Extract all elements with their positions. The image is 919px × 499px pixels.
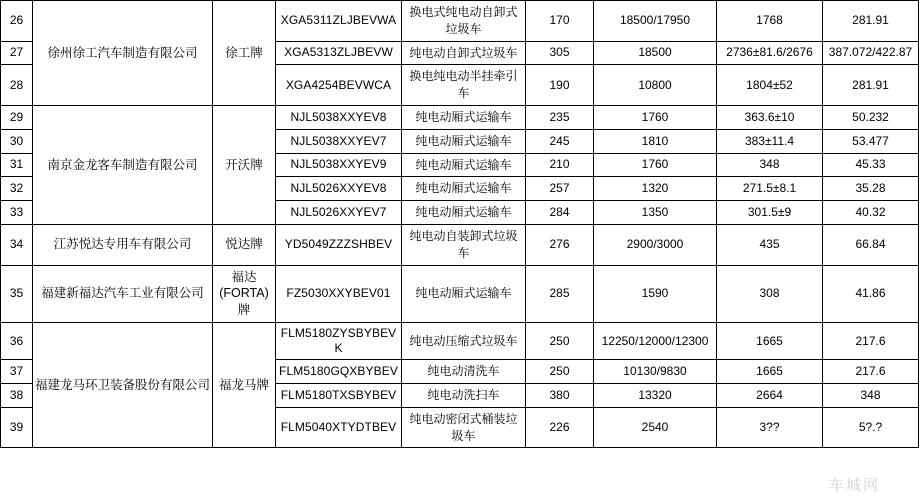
row-index: 30 [1, 129, 33, 153]
brand-name: 悦达牌 [213, 224, 276, 265]
vehicle-type: 纯电动厢式运输车 [402, 265, 526, 323]
row-index: 38 [1, 383, 33, 407]
vehicle-model: FLM5180ZYSBYBEVK [276, 323, 402, 360]
value-col4: 45.33 [823, 153, 919, 177]
value-col2: 12250/12000/12300 [594, 323, 717, 360]
value-col1: 257 [526, 177, 594, 201]
value-col2: 2900/3000 [594, 224, 717, 265]
vehicle-model: FLM5180TXSBYBEV [276, 383, 402, 407]
value-col1: 380 [526, 383, 594, 407]
row-index: 37 [1, 360, 33, 384]
value-col3: 363.6±10 [717, 105, 823, 129]
company-name: 南京金龙客车制造有限公司 [33, 105, 213, 224]
brand-name: 徐工牌 [213, 1, 276, 106]
value-col3: 2664 [717, 383, 823, 407]
value-col4: 217.6 [823, 360, 919, 384]
value-col3: 1768 [717, 1, 823, 42]
value-col4: 41.86 [823, 265, 919, 323]
value-col1: 245 [526, 129, 594, 153]
value-col1: 226 [526, 407, 594, 448]
value-col2: 1760 [594, 153, 717, 177]
value-col4: 35.28 [823, 177, 919, 201]
vehicle-type: 纯电动密闭式桶装垃圾车 [402, 407, 526, 448]
value-col1: 285 [526, 265, 594, 323]
vehicle-model: NJL5026XXYEV7 [276, 201, 402, 225]
table-row [1, 323, 919, 360]
vehicle-model: XGA5313ZLJBEVW [276, 41, 402, 65]
vehicle-model: FLM5180GQXBYBEV [276, 360, 402, 384]
vehicle-type: 纯电动厢式运输车 [402, 153, 526, 177]
table-row [1, 1, 919, 42]
value-col3: 308 [717, 265, 823, 323]
value-col2: 13320 [594, 383, 717, 407]
value-col2: 18500/17950 [594, 1, 717, 42]
value-col2: 2540 [594, 407, 717, 448]
value-col4: 53.477 [823, 129, 919, 153]
vehicle-type: 纯电动清洗车 [402, 360, 526, 384]
vehicle-type: 纯电动厢式运输车 [402, 201, 526, 225]
value-col3: 1804±52 [717, 65, 823, 106]
row-index: 31 [1, 153, 33, 177]
value-col4: 40.32 [823, 201, 919, 225]
value-col3: 1665 [717, 323, 823, 360]
company-name: 徐州徐工汽车制造有限公司 [33, 1, 213, 106]
row-index: 34 [1, 224, 33, 265]
value-col1: 170 [526, 1, 594, 42]
company-name: 福建龙马环卫装备股份有限公司 [33, 323, 213, 448]
value-col2: 1590 [594, 265, 717, 323]
row-index: 35 [1, 265, 33, 323]
value-col4: 66.84 [823, 224, 919, 265]
vehicle-model: NJL5038XXYEV7 [276, 129, 402, 153]
value-col1: 190 [526, 65, 594, 106]
vehicle-model: NJL5038XXYEV9 [276, 153, 402, 177]
value-col3: 3?? [717, 407, 823, 448]
value-col3: 301.5±9 [717, 201, 823, 225]
row-index: 36 [1, 323, 33, 360]
value-col4: 281.91 [823, 65, 919, 106]
value-col1: 250 [526, 360, 594, 384]
value-col4: 387.072/422.87 [823, 41, 919, 65]
value-col3: 383±11.4 [717, 129, 823, 153]
brand-name: 福龙马牌 [213, 323, 276, 448]
value-col1: 284 [526, 201, 594, 225]
value-col3: 435 [717, 224, 823, 265]
value-col1: 235 [526, 105, 594, 129]
vehicle-type: 纯电动厢式运输车 [402, 129, 526, 153]
row-index: 29 [1, 105, 33, 129]
value-col4: 5?.? [823, 407, 919, 448]
vehicle-type: 纯电动自卸式垃圾车 [402, 41, 526, 65]
value-col3: 2736±81.6/2676 [717, 41, 823, 65]
row-index: 32 [1, 177, 33, 201]
vehicle-type: 纯电动厢式运输车 [402, 105, 526, 129]
watermark-text: 车城网 [828, 477, 880, 494]
value-col4: 217.6 [823, 323, 919, 360]
vehicle-type: 纯电动压缩式垃圾车 [402, 323, 526, 360]
value-col1: 305 [526, 41, 594, 65]
row-index: 26 [1, 1, 33, 42]
value-col1: 276 [526, 224, 594, 265]
value-col2: 1350 [594, 201, 717, 225]
row-index: 27 [1, 41, 33, 65]
brand-name: 福达(FORTA)牌 [213, 265, 276, 323]
vehicle-model: XGA4254BEVWCA [276, 65, 402, 106]
vehicle-type: 纯电动厢式运输车 [402, 177, 526, 201]
vehicle-model: FLM5040XTYDTBEV [276, 407, 402, 448]
table-row [1, 265, 919, 323]
vehicle-model: XGA5311ZLJBEVWA [276, 1, 402, 42]
row-index: 28 [1, 65, 33, 106]
vehicle-type: 换电式纯电动自卸式垃圾车 [402, 1, 526, 42]
value-col3: 348 [717, 153, 823, 177]
table-row [1, 224, 919, 265]
row-index: 33 [1, 201, 33, 225]
vehicle-type: 换电纯电动半挂牵引车 [402, 65, 526, 106]
value-col2: 1320 [594, 177, 717, 201]
brand-name: 开沃牌 [213, 105, 276, 224]
value-col2: 18500 [594, 41, 717, 65]
value-col2: 10130/9830 [594, 360, 717, 384]
value-col3: 1665 [717, 360, 823, 384]
value-col1: 250 [526, 323, 594, 360]
vehicle-model: NJL5026XXYEV8 [276, 177, 402, 201]
value-col4: 348 [823, 383, 919, 407]
value-col4: 281.91 [823, 1, 919, 42]
value-col3: 271.5±8.1 [717, 177, 823, 201]
vehicle-type: 纯电动自装卸式垃圾车 [402, 224, 526, 265]
value-col1: 210 [526, 153, 594, 177]
value-col4: 50.232 [823, 105, 919, 129]
row-index: 39 [1, 407, 33, 448]
vehicle-model: NJL5038XXYEV8 [276, 105, 402, 129]
value-col2: 10800 [594, 65, 717, 106]
value-col2: 1810 [594, 129, 717, 153]
vehicle-model: FZ5030XXYBEV01 [276, 265, 402, 323]
table-row [1, 105, 919, 129]
company-name: 福建新福达汽车工业有限公司 [33, 265, 213, 323]
vehicle-type: 纯电动洗扫车 [402, 383, 526, 407]
value-col2: 1760 [594, 105, 717, 129]
company-name: 江苏悦达专用车有限公司 [33, 224, 213, 265]
vehicle-model: YD5049ZZZSHBEV [276, 224, 402, 265]
